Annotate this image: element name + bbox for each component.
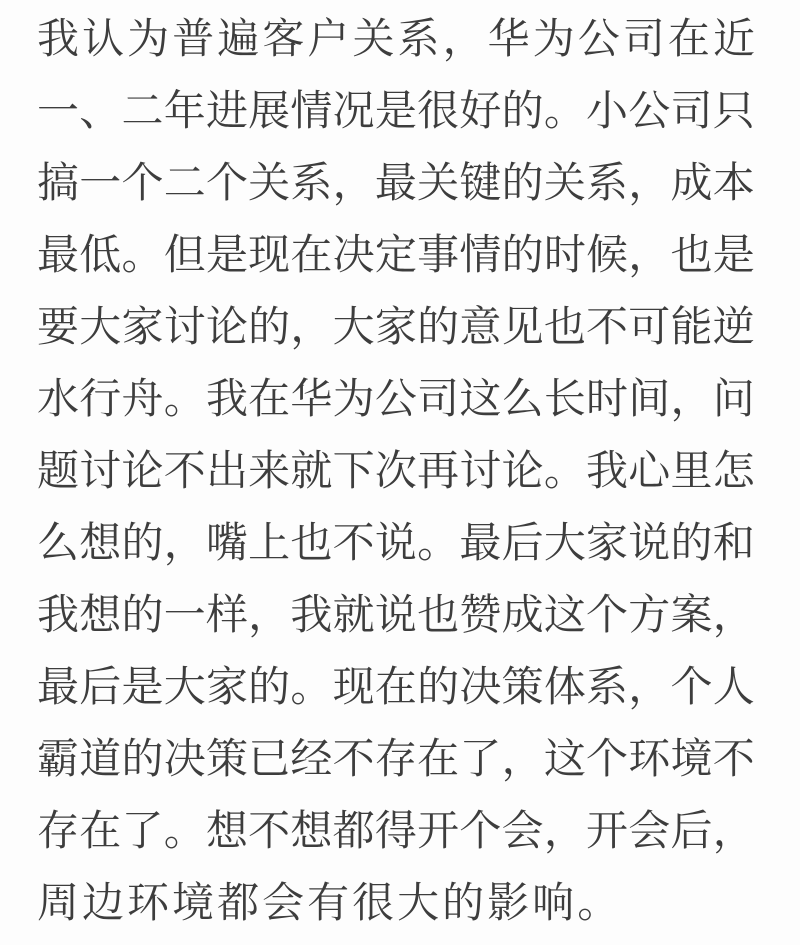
character: 后 xyxy=(79,663,122,710)
character: 策 xyxy=(205,735,248,782)
character: 的 xyxy=(248,303,291,350)
character: 环 xyxy=(127,879,170,926)
character: 系 xyxy=(397,15,440,62)
character: 行 xyxy=(79,375,122,422)
text-line xyxy=(37,792,755,864)
character: 的 xyxy=(501,231,544,278)
character: 本 xyxy=(712,159,755,206)
character: 个 xyxy=(586,591,629,638)
character: 华 xyxy=(487,15,530,62)
character: 二 xyxy=(121,87,164,134)
character: 大 xyxy=(79,303,122,350)
character: 这 xyxy=(543,591,586,638)
character: 会 xyxy=(628,807,671,854)
character: 最 xyxy=(37,663,80,710)
character: 不 xyxy=(586,303,629,350)
character: 最 xyxy=(37,231,80,278)
character: 也 xyxy=(290,519,333,566)
character: 大 xyxy=(332,303,375,350)
character: 也 xyxy=(417,591,460,638)
character: 一 xyxy=(37,87,80,134)
character: 公 xyxy=(628,87,671,134)
character: 大 xyxy=(543,519,586,566)
character: 的 xyxy=(121,735,164,782)
character: 我 xyxy=(37,15,80,62)
character: 嘴 xyxy=(205,519,248,566)
character: 是 xyxy=(374,87,417,134)
character: 论 xyxy=(501,447,544,494)
character: 搞 xyxy=(37,159,80,206)
character: 可 xyxy=(628,303,671,350)
character: 长 xyxy=(543,375,586,422)
character: 好 xyxy=(459,87,502,134)
character: 关 xyxy=(417,159,460,206)
text-line xyxy=(37,648,755,720)
character: 个 xyxy=(586,735,629,782)
character: 大 xyxy=(397,879,440,926)
character: 系 xyxy=(290,159,333,206)
character: 体 xyxy=(543,663,586,710)
character: 要 xyxy=(37,303,80,350)
character: 能 xyxy=(670,303,713,350)
character: 在 xyxy=(417,735,460,782)
character: 开 xyxy=(586,807,629,854)
character: 了 xyxy=(121,807,164,854)
character: 次 xyxy=(374,447,417,494)
character: 不 xyxy=(248,807,291,854)
character: 讨 xyxy=(79,447,122,494)
character: 心 xyxy=(628,447,671,494)
character: 展 xyxy=(248,87,291,134)
character: 人 xyxy=(712,663,755,710)
character: 事 xyxy=(417,231,460,278)
character: 开 xyxy=(417,807,460,854)
character: 、 xyxy=(79,87,122,134)
character: 一 xyxy=(79,159,122,206)
character: 想 xyxy=(79,519,122,566)
character: 是 xyxy=(712,231,755,278)
character: 论 xyxy=(121,447,164,494)
character: 情 xyxy=(459,231,502,278)
character: 低 xyxy=(79,231,122,278)
character: 方 xyxy=(628,591,671,638)
text-line xyxy=(37,72,755,144)
character: 就 xyxy=(290,447,333,494)
character: 就 xyxy=(332,591,375,638)
character: 想 xyxy=(290,807,333,854)
character: 。 xyxy=(543,87,586,134)
character: 已 xyxy=(248,735,291,782)
character: 后 xyxy=(501,519,544,566)
character: 么 xyxy=(501,375,544,422)
character: 决 xyxy=(459,663,502,710)
character: 普 xyxy=(172,15,215,62)
character: 说 xyxy=(628,519,671,566)
character: 问 xyxy=(712,375,755,422)
character: 的 xyxy=(121,591,164,638)
character: ， xyxy=(163,519,206,566)
character: 成 xyxy=(670,159,713,206)
character: 关 xyxy=(543,159,586,206)
character: 是 xyxy=(205,231,248,278)
character: 家 xyxy=(205,663,248,710)
text-line xyxy=(37,216,755,288)
character: 后 xyxy=(670,807,713,854)
character: 个 xyxy=(205,159,248,206)
character: 赞 xyxy=(459,591,502,638)
character: 只 xyxy=(712,87,755,134)
character: 个 xyxy=(121,159,164,206)
character: 的 xyxy=(417,303,460,350)
character: 认 xyxy=(82,15,125,62)
character: 为 xyxy=(532,15,575,62)
character: ， xyxy=(670,375,713,422)
character: ， xyxy=(501,735,544,782)
character: 我 xyxy=(586,447,629,494)
character: ， xyxy=(442,15,485,62)
paragraph xyxy=(37,0,755,936)
character: 。 xyxy=(577,879,620,926)
character: 决 xyxy=(332,231,375,278)
character: 户 xyxy=(307,15,350,62)
text-line xyxy=(37,576,755,648)
character: 决 xyxy=(163,735,206,782)
character: 很 xyxy=(352,879,395,926)
text-line xyxy=(37,504,755,576)
character: 道 xyxy=(79,735,122,782)
character: 键 xyxy=(459,159,502,206)
character: 逆 xyxy=(712,303,755,350)
character: 进 xyxy=(205,87,248,134)
character: 在 xyxy=(374,663,417,710)
character: 样 xyxy=(205,591,248,638)
text-line xyxy=(37,360,755,432)
character: 系 xyxy=(586,663,629,710)
character: 边 xyxy=(82,879,125,926)
character: 二 xyxy=(163,159,206,206)
character: 大 xyxy=(163,663,206,710)
character: 见 xyxy=(501,303,544,350)
character: 舟 xyxy=(121,375,164,422)
character: 经 xyxy=(290,735,333,782)
character: 水 xyxy=(37,375,80,422)
character: 公 xyxy=(577,15,620,62)
character: 我 xyxy=(37,591,80,638)
character: 的 xyxy=(417,663,460,710)
character: 系 xyxy=(586,159,629,206)
character: 情 xyxy=(290,87,333,134)
character: 案 xyxy=(670,591,713,638)
character: 不 xyxy=(163,447,206,494)
character: 家 xyxy=(374,303,417,350)
character: 讨 xyxy=(459,447,502,494)
character: 时 xyxy=(543,231,586,278)
character: 时 xyxy=(586,375,629,422)
character: 我 xyxy=(290,591,333,638)
text-line xyxy=(37,720,755,792)
character: ， xyxy=(332,159,375,206)
character: ， xyxy=(543,807,586,854)
character: 现 xyxy=(332,663,375,710)
character: 策 xyxy=(501,663,544,710)
character: 环 xyxy=(628,735,671,782)
character: 在 xyxy=(667,15,710,62)
character: 个 xyxy=(670,663,713,710)
text-line xyxy=(37,288,755,360)
character: 。 xyxy=(121,231,164,278)
character: 家 xyxy=(586,519,629,566)
character: 说 xyxy=(374,519,417,566)
character: 境 xyxy=(172,879,215,926)
character: 存 xyxy=(374,735,417,782)
character: 。 xyxy=(163,375,206,422)
character: 家 xyxy=(121,303,164,350)
character: ， xyxy=(712,807,755,854)
character: 司 xyxy=(417,375,460,422)
character: ， xyxy=(628,231,671,278)
character: 在 xyxy=(79,807,122,854)
character: 想 xyxy=(205,807,248,854)
character: ， xyxy=(712,591,755,638)
character: 有 xyxy=(307,879,350,926)
character: 想 xyxy=(79,591,122,638)
character: 周 xyxy=(37,879,80,926)
character: 。 xyxy=(290,663,333,710)
character: 候 xyxy=(586,231,629,278)
character: 关 xyxy=(352,15,395,62)
character: 不 xyxy=(332,519,375,566)
character: 司 xyxy=(670,87,713,134)
character: 会 xyxy=(262,879,305,926)
character: 上 xyxy=(248,519,291,566)
character: 也 xyxy=(670,231,713,278)
character: 的 xyxy=(501,159,544,206)
character: 客 xyxy=(262,15,305,62)
character: 的 xyxy=(121,519,164,566)
character: 定 xyxy=(374,231,417,278)
character: 很 xyxy=(417,87,460,134)
character: 的 xyxy=(442,879,485,926)
character: 的 xyxy=(248,663,291,710)
character: 是 xyxy=(121,663,164,710)
character: 遍 xyxy=(217,15,260,62)
character: 霸 xyxy=(37,735,80,782)
character: 为 xyxy=(332,375,375,422)
character: 关 xyxy=(248,159,291,206)
character: 和 xyxy=(712,519,755,566)
character: 在 xyxy=(248,375,291,422)
character: 说 xyxy=(374,591,417,638)
character: 怎 xyxy=(712,447,755,494)
character: 个 xyxy=(459,807,502,854)
character: 小 xyxy=(586,87,629,134)
character: 成 xyxy=(501,591,544,638)
character: 。 xyxy=(163,807,206,854)
character: 下 xyxy=(332,447,375,494)
character: 题 xyxy=(37,447,80,494)
character: 得 xyxy=(374,807,417,854)
character: 里 xyxy=(670,447,713,494)
text-line xyxy=(37,144,755,216)
character: 都 xyxy=(217,879,260,926)
character: 在 xyxy=(290,231,333,278)
character: 来 xyxy=(248,447,291,494)
character: 的 xyxy=(501,87,544,134)
character: 响 xyxy=(532,879,575,926)
character: ， xyxy=(290,303,333,350)
character: 间 xyxy=(628,375,671,422)
character: 近 xyxy=(712,15,755,62)
text-line xyxy=(37,432,755,504)
character: 为 xyxy=(127,15,170,62)
character: 意 xyxy=(459,303,502,350)
character: 最 xyxy=(459,519,502,566)
character: 公 xyxy=(374,375,417,422)
character: 况 xyxy=(332,87,375,134)
text-line xyxy=(37,0,755,72)
character: 论 xyxy=(205,303,248,350)
character: 一 xyxy=(163,591,206,638)
character: 不 xyxy=(712,735,755,782)
character: 年 xyxy=(163,87,206,134)
character: ， xyxy=(628,159,671,206)
character: 也 xyxy=(543,303,586,350)
character: 我 xyxy=(205,375,248,422)
character: 最 xyxy=(374,159,417,206)
character: 华 xyxy=(290,375,333,422)
character: 的 xyxy=(670,519,713,566)
character: 现 xyxy=(248,231,291,278)
character: ， xyxy=(248,591,291,638)
character: 讨 xyxy=(163,303,206,350)
character: 。 xyxy=(543,447,586,494)
text-line xyxy=(37,864,755,936)
character: 了 xyxy=(459,735,502,782)
character: 司 xyxy=(622,15,665,62)
character: 存 xyxy=(37,807,80,854)
character: 境 xyxy=(670,735,713,782)
character: 但 xyxy=(163,231,206,278)
character: 。 xyxy=(417,519,460,566)
character: 影 xyxy=(487,879,530,926)
character: 这 xyxy=(543,735,586,782)
character: ， xyxy=(628,663,671,710)
character: 都 xyxy=(332,807,375,854)
character: 出 xyxy=(205,447,248,494)
character: 么 xyxy=(37,519,80,566)
character: 再 xyxy=(417,447,460,494)
character: 会 xyxy=(501,807,544,854)
character: 不 xyxy=(332,735,375,782)
character: 这 xyxy=(459,375,502,422)
